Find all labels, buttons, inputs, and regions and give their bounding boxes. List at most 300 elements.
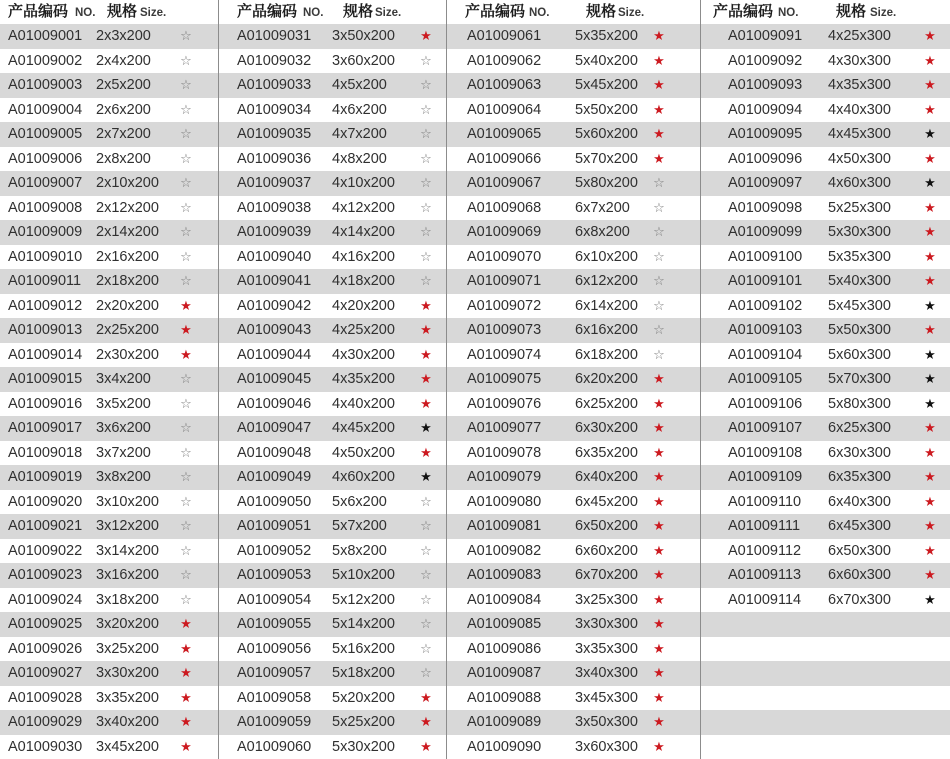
outline-star-icon: ☆: [420, 592, 432, 608]
outline-star-icon: ☆: [180, 445, 192, 461]
product-size: 5x60x200: [575, 126, 638, 142]
product-code: A01009090: [467, 738, 542, 755]
product-row: [446, 73, 700, 98]
product-code: A01009106: [728, 395, 803, 412]
product-row: [218, 392, 446, 417]
outline-star-icon: ☆: [180, 102, 192, 118]
outline-star-icon: ☆: [420, 617, 432, 632]
red-star-icon: ★: [180, 666, 192, 681]
product-code: A01009061: [467, 28, 542, 44]
product-size: 2x12x200: [96, 199, 159, 216]
outline-star-icon: ☆: [180, 53, 192, 69]
product-row: [700, 24, 950, 49]
product-row: [700, 367, 950, 392]
product-row: [0, 563, 218, 588]
product-size: 6x8x200: [575, 224, 630, 240]
outline-star-icon: ☆: [653, 249, 665, 265]
empty-row: [700, 735, 950, 759]
red-star-icon: ★: [924, 274, 936, 289]
red-star-icon: ★: [653, 445, 665, 461]
code-column-header: 产品编码: [8, 2, 69, 20]
black-star-icon: ★: [924, 127, 936, 142]
product-row: [218, 245, 446, 270]
product-row: [218, 490, 446, 515]
table-column-group-2: [218, 0, 446, 759]
product-code: A01009075: [467, 371, 542, 387]
product-size: 6x40x300: [828, 493, 891, 510]
outline-star-icon: ☆: [420, 641, 432, 657]
product-row: [446, 465, 700, 490]
empty-row: [700, 686, 950, 711]
product-size: 6x35x300: [828, 469, 891, 485]
product-size: 4x7x200: [332, 126, 387, 142]
product-size: 4x18x200: [332, 273, 395, 289]
product-size: 3x25x300: [575, 591, 638, 608]
red-star-icon: ★: [420, 715, 432, 730]
red-star-icon: ★: [180, 739, 192, 755]
red-star-icon: ★: [924, 29, 936, 44]
product-size: 4x20x200: [332, 297, 395, 314]
size-column-header: 规格: [586, 2, 617, 20]
product-code: A01009076: [467, 395, 542, 412]
product-code: A01009041: [237, 273, 312, 289]
product-code: A01009092: [728, 52, 803, 69]
product-row: [700, 392, 950, 417]
product-size: 6x25x200: [575, 395, 638, 412]
red-star-icon: ★: [180, 641, 192, 657]
table-body: [0, 24, 218, 759]
product-row: [0, 343, 218, 368]
product-size: 6x25x300: [828, 420, 891, 436]
product-code: A01009068: [467, 199, 542, 216]
table-body: [218, 24, 446, 759]
product-size: 4x60x200: [332, 469, 395, 485]
product-size: 5x80x200: [575, 175, 638, 191]
product-row: [446, 392, 700, 417]
red-star-icon: ★: [924, 102, 936, 118]
red-star-icon: ★: [924, 225, 936, 240]
product-row: [446, 220, 700, 245]
product-size: 3x45x300: [575, 689, 638, 706]
product-size: 5x50x300: [828, 322, 891, 338]
product-row: [446, 490, 700, 515]
product-row: [0, 73, 218, 98]
product-code: A01009111: [728, 518, 801, 534]
product-size: 5x20x200: [332, 689, 395, 706]
product-row: [0, 122, 218, 147]
table-body: [700, 24, 950, 759]
product-row: [218, 637, 446, 662]
product-row: [0, 294, 218, 319]
red-star-icon: ★: [653, 396, 665, 412]
product-code: A01009052: [237, 542, 312, 559]
product-code: A01009030: [8, 738, 83, 755]
product-row: [0, 147, 218, 172]
product-size: 4x10x200: [332, 175, 395, 191]
black-star-icon: ★: [924, 347, 936, 363]
red-star-icon: ★: [180, 323, 192, 338]
product-row: [218, 710, 446, 735]
product-size: 6x50x200: [575, 518, 638, 534]
product-row: [700, 73, 950, 98]
product-row: [218, 588, 446, 613]
product-size: 5x7x200: [332, 518, 387, 534]
black-star-icon: ★: [420, 421, 432, 436]
product-code: A01009004: [8, 101, 83, 118]
outline-star-icon: ☆: [180, 274, 192, 289]
product-size: 6x60x300: [828, 567, 891, 583]
product-size: 6x45x200: [575, 493, 638, 510]
red-star-icon: ★: [653, 519, 665, 534]
product-size: 3x12x200: [96, 518, 159, 534]
product-code: A01009034: [237, 101, 312, 118]
outline-star-icon: ☆: [180, 519, 192, 534]
product-row: [0, 588, 218, 613]
product-row: [218, 686, 446, 711]
product-size: 5x12x200: [332, 591, 395, 608]
red-star-icon: ★: [653, 543, 665, 559]
outline-star-icon: ☆: [653, 225, 665, 240]
product-code: A01009049: [237, 469, 312, 485]
product-code: A01009093: [728, 77, 803, 93]
product-code: A01009097: [728, 175, 803, 191]
product-code: A01009014: [8, 346, 83, 363]
outline-star-icon: ☆: [180, 151, 192, 167]
red-star-icon: ★: [180, 690, 192, 706]
product-row: [446, 196, 700, 221]
product-size: 3x4x200: [96, 371, 151, 387]
product-row: [0, 612, 218, 637]
product-size: 3x25x200: [96, 640, 159, 657]
product-code: A01009011: [8, 273, 82, 289]
red-star-icon: ★: [420, 298, 432, 314]
product-row: [0, 514, 218, 539]
code-column-header-en: NO.: [75, 7, 96, 19]
product-code: A01009065: [467, 126, 542, 142]
product-size: 2x18x200: [96, 273, 159, 289]
product-code: A01009039: [237, 224, 312, 240]
column-divider: [446, 0, 447, 759]
empty-row: [700, 661, 950, 686]
product-code: A01009003: [8, 77, 83, 93]
product-size: 5x50x200: [575, 101, 638, 118]
red-star-icon: ★: [653, 78, 665, 93]
product-code: A01009027: [8, 665, 83, 681]
product-code: A01009013: [8, 322, 83, 338]
outline-star-icon: ☆: [420, 53, 432, 69]
red-star-icon: ★: [924, 323, 936, 338]
product-size: 6x70x200: [575, 567, 638, 583]
black-star-icon: ★: [924, 396, 936, 412]
empty-row: [700, 612, 950, 637]
product-row: [446, 661, 700, 686]
red-star-icon: ★: [180, 347, 192, 363]
red-star-icon: ★: [653, 641, 665, 657]
product-row: [700, 490, 950, 515]
product-size: 5x10x200: [332, 567, 395, 583]
product-row: [0, 465, 218, 490]
product-size: 5x70x200: [575, 150, 638, 167]
size-column-header: 规格: [107, 2, 138, 20]
red-star-icon: ★: [420, 690, 432, 706]
product-size: 4x6x200: [332, 101, 387, 118]
product-size: 4x50x300: [828, 150, 891, 167]
black-star-icon: ★: [924, 176, 936, 191]
product-code: A01009103: [728, 322, 803, 338]
code-column-header-en: NO.: [529, 7, 550, 19]
red-star-icon: ★: [653, 617, 665, 632]
product-size: 3x40x200: [96, 714, 159, 730]
product-row: [700, 343, 950, 368]
product-size: 4x45x200: [332, 420, 395, 436]
red-star-icon: ★: [924, 53, 936, 69]
table-column-group-3: [446, 0, 700, 759]
product-size: 4x35x200: [332, 371, 395, 387]
product-size: 4x45x300: [828, 126, 891, 142]
product-size: 5x8x200: [332, 542, 387, 559]
product-row: [700, 98, 950, 123]
product-row: [446, 24, 700, 49]
code-column-header: 产品编码: [465, 2, 526, 20]
product-size: 2x20x200: [96, 297, 159, 314]
product-code: A01009044: [237, 346, 312, 363]
product-row: [700, 563, 950, 588]
product-row: [700, 416, 950, 441]
product-code: A01009058: [237, 689, 312, 706]
product-code: A01009108: [728, 444, 803, 461]
product-code: A01009074: [467, 346, 542, 363]
product-size: 5x40x300: [828, 273, 891, 289]
product-size: 6x35x200: [575, 444, 638, 461]
product-size: 4x25x300: [828, 28, 891, 44]
black-star-icon: ★: [924, 592, 936, 608]
product-row: [0, 735, 218, 759]
product-code: A01009110: [728, 493, 802, 510]
product-code: A01009112: [728, 542, 802, 559]
product-code: A01009063: [467, 77, 542, 93]
product-size: 3x60x300: [575, 738, 638, 755]
red-star-icon: ★: [420, 739, 432, 755]
outline-star-icon: ☆: [420, 78, 432, 93]
red-star-icon: ★: [420, 29, 432, 44]
product-row: [446, 98, 700, 123]
outline-star-icon: ☆: [420, 176, 432, 191]
product-size: 5x60x300: [828, 346, 891, 363]
product-code: A01009067: [467, 175, 542, 191]
product-row: [700, 441, 950, 466]
product-row: [0, 220, 218, 245]
product-size: 3x8x200: [96, 469, 151, 485]
product-row: [700, 147, 950, 172]
red-star-icon: ★: [420, 323, 432, 338]
product-size: 4x60x300: [828, 175, 891, 191]
product-size: 5x25x300: [828, 199, 891, 216]
size-column-header-en: Size.: [618, 7, 645, 19]
product-row: [446, 171, 700, 196]
product-code: A01009057: [237, 665, 312, 681]
product-row: [446, 514, 700, 539]
red-star-icon: ★: [924, 151, 936, 167]
product-size: 5x30x300: [828, 224, 891, 240]
product-row: [218, 24, 446, 49]
product-row: [218, 343, 446, 368]
product-code: A01009113: [728, 567, 802, 583]
product-row: [218, 220, 446, 245]
code-column-header-en: NO.: [303, 7, 324, 19]
product-size: 6x14x200: [575, 297, 638, 314]
table-column-group-4: [700, 0, 950, 759]
product-row: [700, 514, 950, 539]
red-star-icon: ★: [653, 372, 665, 387]
product-code: A01009017: [8, 420, 83, 436]
product-code: A01009005: [8, 126, 83, 142]
outline-star-icon: ☆: [180, 494, 192, 510]
outline-star-icon: ☆: [420, 127, 432, 142]
product-code: A01009038: [237, 199, 312, 216]
product-code: A01009016: [8, 395, 83, 412]
red-star-icon: ★: [653, 568, 665, 583]
red-star-icon: ★: [180, 715, 192, 730]
product-row: [0, 367, 218, 392]
red-star-icon: ★: [653, 592, 665, 608]
product-code: A01009095: [728, 126, 803, 142]
product-size: 5x80x300: [828, 395, 891, 412]
product-row: [700, 465, 950, 490]
product-size: 3x30x200: [96, 665, 159, 681]
product-code: A01009096: [728, 150, 803, 167]
product-size: 2x7x200: [96, 126, 151, 142]
product-code: A01009008: [8, 199, 83, 216]
product-size: 2x30x200: [96, 346, 159, 363]
outline-star-icon: ☆: [180, 200, 192, 216]
red-star-icon: ★: [924, 519, 936, 534]
product-code: A01009059: [237, 714, 312, 730]
product-size: 4x50x200: [332, 444, 395, 461]
product-code: A01009023: [8, 567, 83, 583]
outline-star-icon: ☆: [180, 396, 192, 412]
product-code: A01009006: [8, 150, 83, 167]
outline-star-icon: ☆: [180, 249, 192, 265]
product-code: A01009035: [237, 126, 312, 142]
red-star-icon: ★: [180, 617, 192, 632]
product-code: A01009098: [728, 199, 803, 216]
product-row: [218, 514, 446, 539]
product-code: A01009025: [8, 616, 83, 632]
product-row: [446, 122, 700, 147]
product-row: [446, 637, 700, 662]
product-size: 3x50x200: [332, 28, 395, 44]
product-size: 5x25x200: [332, 714, 395, 730]
product-row: [218, 416, 446, 441]
product-row: [218, 269, 446, 294]
table-header: [700, 0, 950, 24]
product-code: A01009051: [237, 518, 312, 534]
product-code: A01009024: [8, 591, 83, 608]
product-size: 3x30x300: [575, 616, 638, 632]
red-star-icon: ★: [924, 421, 936, 436]
product-size: 3x5x200: [96, 395, 151, 412]
product-code: A01009002: [8, 52, 83, 69]
product-size: 5x18x200: [332, 665, 395, 681]
product-size: 6x70x300: [828, 591, 891, 608]
product-row: [700, 122, 950, 147]
product-code: A01009020: [8, 493, 83, 510]
product-size: 5x35x300: [828, 248, 891, 265]
product-size: 5x45x200: [575, 77, 638, 93]
outline-star-icon: ☆: [420, 249, 432, 265]
product-size: 3x40x300: [575, 665, 638, 681]
outline-star-icon: ☆: [653, 176, 665, 191]
product-row: [700, 171, 950, 196]
product-row: [0, 318, 218, 343]
product-code: A01009107: [728, 420, 803, 436]
product-row: [218, 539, 446, 564]
product-row: [218, 318, 446, 343]
product-size: 5x40x200: [575, 52, 638, 69]
product-code: A01009040: [237, 248, 312, 265]
product-code: A01009086: [467, 640, 542, 657]
product-code: A01009045: [237, 371, 312, 387]
product-row: [0, 490, 218, 515]
product-size: 4x30x300: [828, 52, 891, 69]
red-star-icon: ★: [653, 151, 665, 167]
outline-star-icon: ☆: [180, 225, 192, 240]
product-row: [218, 465, 446, 490]
product-code: A01009031: [237, 28, 312, 44]
product-size: 2x14x200: [96, 224, 159, 240]
table-column-group-1: [0, 0, 218, 759]
product-row: [218, 294, 446, 319]
product-row: [0, 392, 218, 417]
product-row: [0, 710, 218, 735]
product-size: 6x40x200: [575, 469, 638, 485]
product-size: 3x18x200: [96, 591, 159, 608]
product-code: A01009105: [728, 371, 803, 387]
product-code: A01009088: [467, 689, 542, 706]
product-code: A01009101: [728, 273, 803, 289]
product-code: A01009091: [728, 28, 803, 44]
product-code: A01009028: [8, 689, 83, 706]
product-size: 4x16x200: [332, 248, 395, 265]
product-size: 4x5x200: [332, 77, 387, 93]
product-row: [446, 539, 700, 564]
product-row: [218, 171, 446, 196]
outline-star-icon: ☆: [420, 494, 432, 510]
product-row: [446, 269, 700, 294]
red-star-icon: ★: [420, 445, 432, 461]
product-code: A01009046: [237, 395, 312, 412]
product-code: A01009032: [237, 52, 312, 69]
product-row: [218, 612, 446, 637]
outline-star-icon: ☆: [180, 421, 192, 436]
product-code: A01009053: [237, 567, 312, 583]
product-size: 5x14x200: [332, 616, 395, 632]
product-row: [0, 24, 218, 49]
product-code: A01009018: [8, 444, 83, 461]
product-row: [446, 147, 700, 172]
product-row: [0, 441, 218, 466]
product-size: 3x50x300: [575, 714, 638, 730]
product-code: A01009082: [467, 542, 542, 559]
product-code: A01009007: [8, 175, 83, 191]
product-code: A01009094: [728, 101, 803, 118]
product-row: [700, 539, 950, 564]
product-row: [0, 686, 218, 711]
product-row: [218, 98, 446, 123]
product-row: [0, 245, 218, 270]
product-size: 3x14x200: [96, 542, 159, 559]
product-size: 6x18x200: [575, 346, 638, 363]
